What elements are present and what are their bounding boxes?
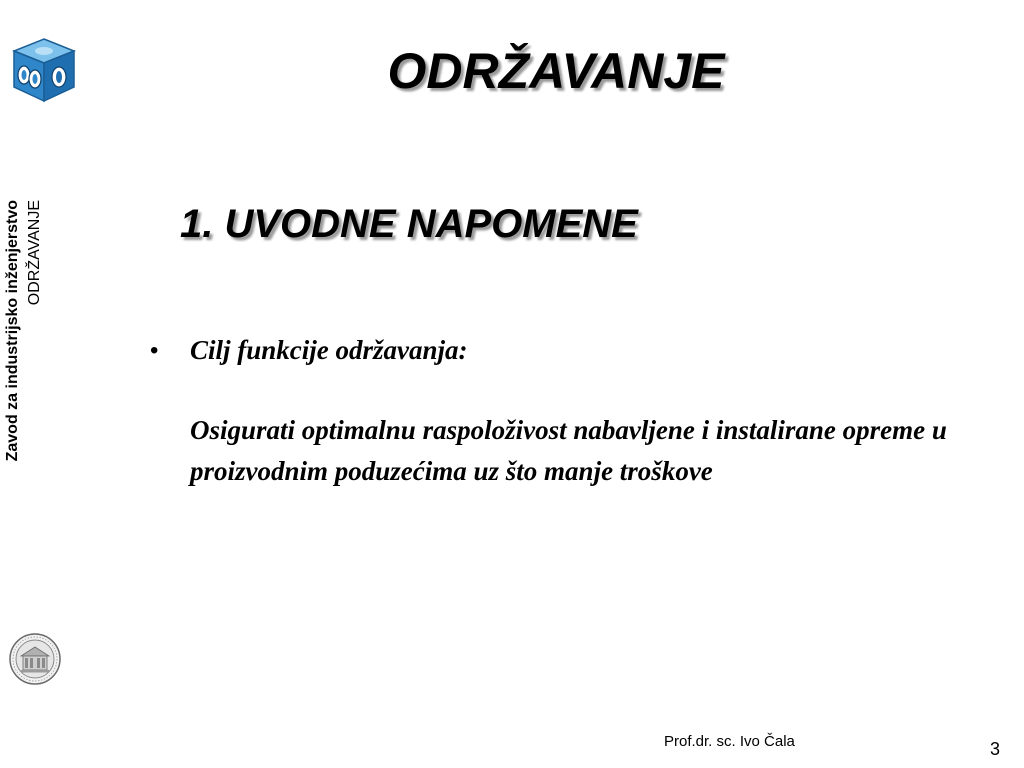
bullet-list — [150, 330, 950, 492]
sidebar-vertical-label — [2, 200, 54, 530]
section-heading: 1. UVODNE NAPOMENE — [180, 202, 638, 246]
sidebar-institute-name: Zavod za industrijsko inženjerstvo — [4, 200, 21, 462]
university-seal-icon — [8, 632, 62, 686]
institute-cube-logo-icon — [10, 37, 78, 103]
page-number: 3 — [990, 739, 1001, 759]
bullet-heading: Cilj funkcije održavanja: — [190, 335, 468, 365]
bullet-marker: • — [150, 337, 159, 364]
slide-title: ODRŽAVANJE — [387, 43, 725, 99]
bullet-item — [150, 330, 950, 371]
sidebar-course-name: ODRŽAVANJE — [26, 200, 43, 306]
footer-author: Prof.dr. sc. Ivo Čala — [664, 733, 795, 750]
bullet-body-text: Osigurati optimalnu raspoloživost nabavljene i instalirane opreme u proizvodnim poduzećima uz što manje troškove — [190, 415, 947, 486]
